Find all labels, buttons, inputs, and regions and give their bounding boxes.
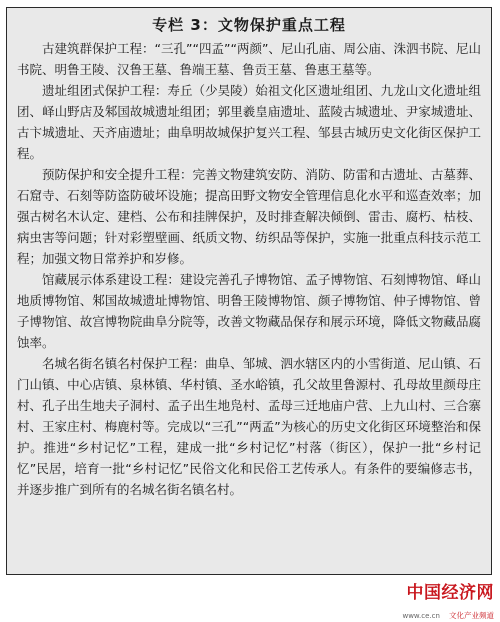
watermark-url: www.ce.cn	[402, 612, 440, 620]
paragraph-famous-towns: 名城名街名镇名村保护工程：曲阜、邹城、泗水辖区内的小雪街道、尼山镇、石门山镇、中心店镇、泉林镇、华村镇、圣水峪镇，孔父故里鲁源村、孔母故里颜母庄村、孔子出生地夫子洞村、孟子出生地凫村、孟母三迁地庙户营、上九山村、三合寨村、王家庄村、梅鹿村等。完成以“三孔”“两孟”为核心的历史文化街区环境整治和保护。推进“乡村记忆”工程，建成一批“乡村记忆”村落（街区），保护一批“乡村记忆”民居，培育一批“乡村记忆”民俗文化和民俗工艺传承人。有条件的要编修志书，并逐步推广到所有的名城名街名镇名村。	[17, 356, 481, 497]
paragraph-preventive-protection: 预防保护和安全提升工程：完善文物建筑安防、消防、防雷和古遗址、古墓葬、石窟寺、石刻等防盗防破坏设施；提高田野文物安全管理信息化水平和巡查效率；加强古树名木认定、建档、公布和挂牌保护，及时排查解决倾倒、雷击、腐朽、枯枝、病虫害等问题；针对彩塑壁画、纸质文物、纺织品等保护，实施一批重点科技示范工程；加强文物日常养护和岁修。	[17, 167, 481, 266]
paragraph-site-clusters: 遗址组团式保护工程：寿丘（少昊陵）始祖文化区遗址组团、九龙山文化遗址组团、峄山野店及邾国故城遗址组团；郭里羲皇庙遗址、蓝陵古城遗址、尹家城遗址、古卞城遗址、天齐庙遗址；曲阜明故城保护复兴工程、邹县古城历史文化街区保护工程。	[17, 83, 481, 161]
paragraph-museum-system: 馆藏展示体系建设工程：建设完善孔子博物馆、孟子博物馆、石刻博物馆、峄山地质博物馆、邾国故城遗址博物馆、明鲁王陵博物馆、颜子博物馆、仲子博物馆、曾子博物馆、故宫博物院曲阜分院等，改善文物藏品保存和展示环境，降低文物藏品腐蚀率。	[17, 272, 481, 350]
paragraph-ancient-buildings: 古建筑群保护工程：“三孔”“四孟”“两颜”、尼山孔庙、周公庙、洙泗书院、尼山书院、明鲁王陵、汉鲁王墓、鲁端王墓、鲁贡王墓、鲁惠王墓等。	[17, 41, 481, 77]
watermark-logo	[402, 578, 494, 622]
watermark-name: 中国经济网	[406, 583, 494, 603]
watermark-channel: 文化产业频道	[449, 611, 494, 620]
panel-title: 专栏 3：文物保护重点工程	[152, 16, 346, 34]
feature-panel	[6, 7, 492, 575]
